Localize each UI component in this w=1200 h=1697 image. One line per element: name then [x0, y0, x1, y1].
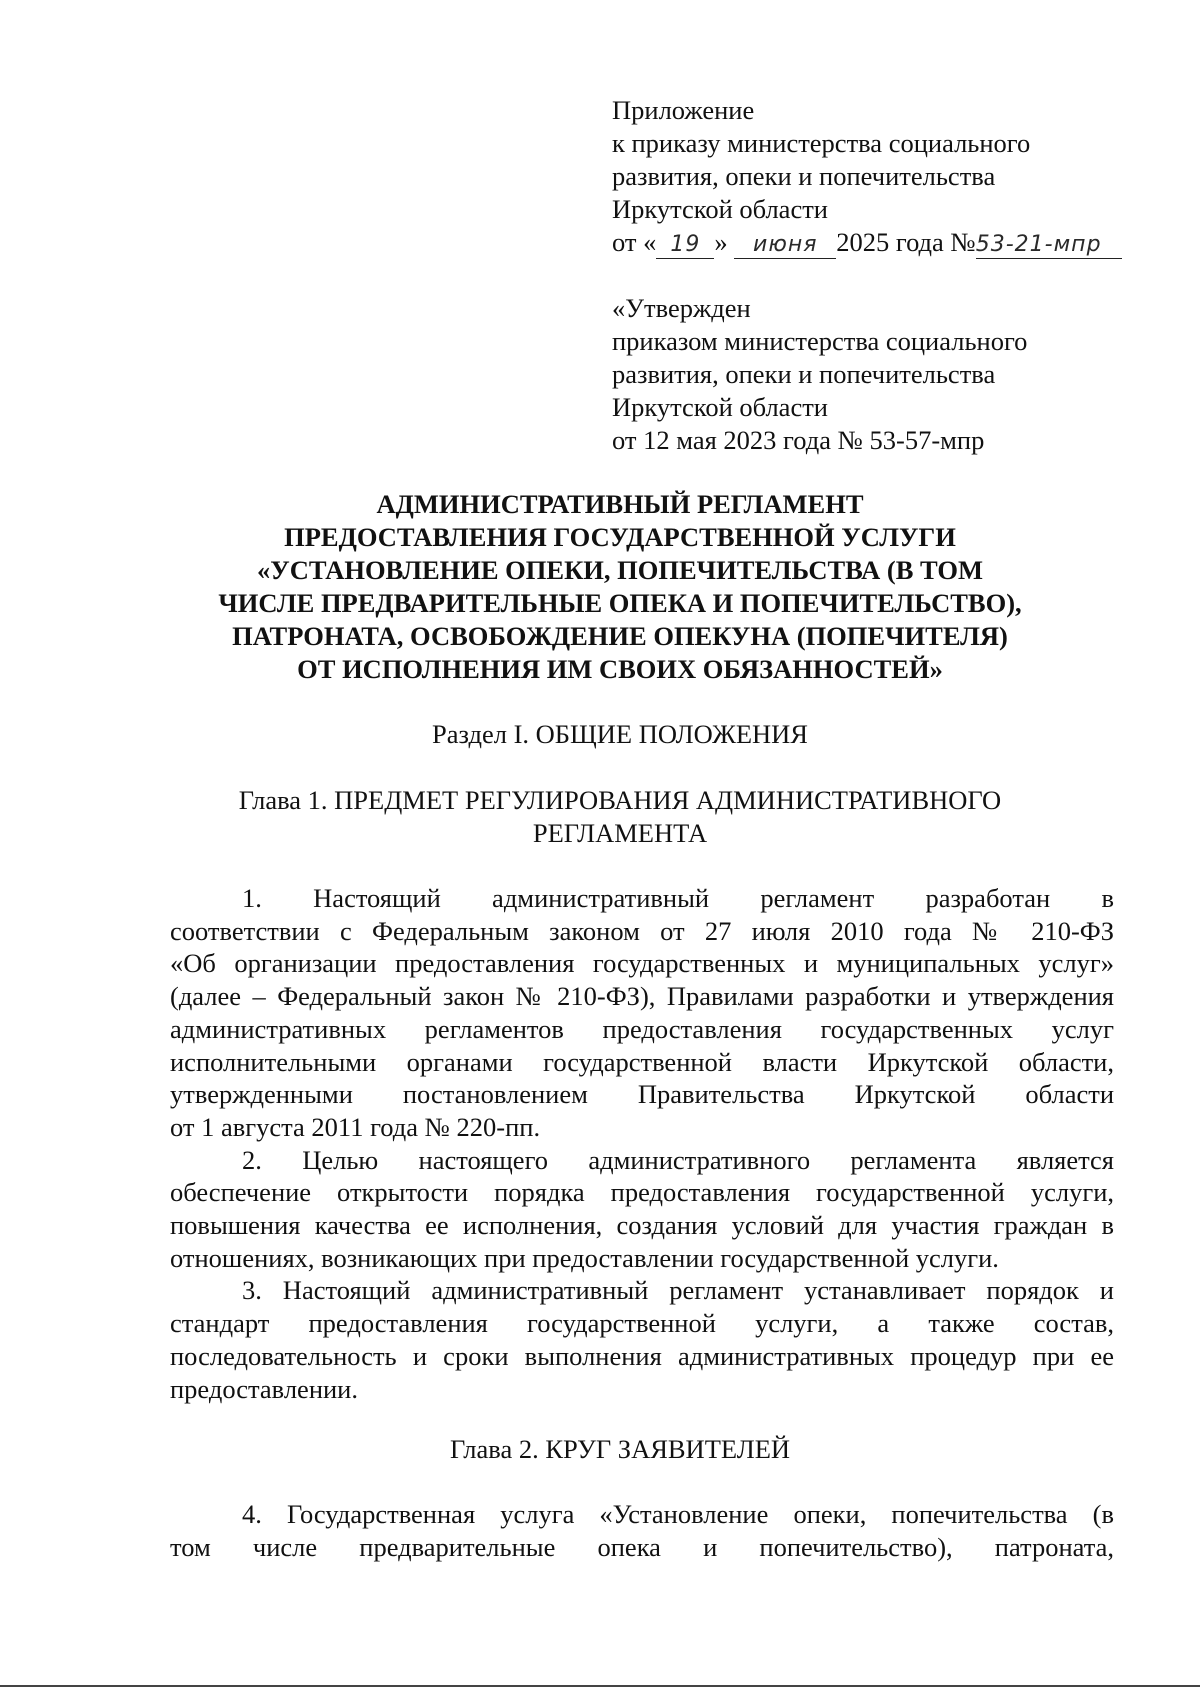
handwritten-number: 53-21-мпр	[975, 232, 1102, 257]
approved-stamp-block	[612, 292, 1172, 457]
paragraph-4	[170, 1498, 1114, 1563]
title-line: ПАТРОНАТА, ОСВОБОЖДЕНИЕ ОПЕКУНА (ПОПЕЧИТЕЛЯ)	[232, 621, 1008, 651]
text-line: предоставлении.	[170, 1373, 358, 1404]
chapter-1-body	[170, 882, 1114, 1405]
appendix-header	[612, 94, 1172, 259]
day-blank	[656, 229, 714, 259]
paragraph-1	[170, 882, 1114, 1144]
text-line: повышения качества ее исполнения, создания условий для участия граждан в	[170, 1210, 1114, 1241]
appendix-date-line	[612, 226, 1172, 259]
text-line: том числе предварительные опека и попечительство), патроната,	[170, 1531, 1114, 1562]
text-line: исполнительными органами государственной власти Иркутской области,	[170, 1046, 1114, 1077]
handwritten-month: июня	[753, 232, 818, 257]
chapter-line: Глава 1. ПРЕДМЕТ РЕГУЛИРОВАНИЯ АДМИНИСТРАТИВНОГО	[238, 785, 1002, 815]
appendix-line: развития, опеки и попечительства	[612, 161, 996, 191]
document-title	[170, 488, 1070, 686]
date-prefix: от «	[612, 227, 657, 257]
scan-edge-line	[0, 1685, 1200, 1687]
approved-line: «Утвержден	[612, 293, 751, 323]
chapter-2-heading: Глава 2. КРУГ ЗАЯВИТЕЛЕЙ	[449, 1434, 791, 1464]
chapter-line: РЕГЛАМЕНТА	[532, 818, 708, 848]
title-line: ОТ ИСПОЛНЕНИЯ ИМ СВОИХ ОБЯЗАННОСТЕЙ»	[297, 654, 943, 684]
paragraph-2	[170, 1144, 1114, 1275]
text-line: 2. Целью настоящего административного регламента является	[242, 1144, 1114, 1175]
text-line: стандарт предоставления государственной услуги, а также состав,	[170, 1308, 1114, 1339]
text-line: 1. Настоящий административный регламент разработан в	[242, 883, 1114, 913]
text-line: последовательность и сроки выполнения административных процедур при ее	[170, 1340, 1114, 1371]
text-line: административных регламентов предоставления государственных услуг	[170, 1013, 1114, 1044]
approved-line: Иркутской области	[612, 392, 828, 422]
title-line: ЧИСЛЕ ПРЕДВАРИТЕЛЬНЫЕ ОПЕКА И ПОПЕЧИТЕЛЬСТВО),	[218, 588, 1022, 618]
appendix-line: Иркутской области	[612, 194, 828, 224]
approved-line: от 12 мая 2023 года № 53-57-мпр	[612, 425, 985, 455]
section-heading: Раздел I. ОБЩИЕ ПОЛОЖЕНИЯ	[432, 719, 808, 749]
number-blank	[976, 229, 1122, 259]
text-line: отношениях, возникающих при предоставлении государственной услуги.	[170, 1242, 999, 1273]
handwritten-day: 19	[670, 232, 701, 257]
title-line: АДМИНИСТРАТИВНЫЙ РЕГЛАМЕНТ	[376, 489, 864, 519]
paragraph-3	[170, 1274, 1114, 1405]
title-line: ПРЕДОСТАВЛЕНИЯ ГОСУДАРСТВЕННОЙ УСЛУГИ	[284, 522, 956, 552]
appendix-line: Приложение	[612, 95, 755, 125]
text-line: соответствии с Федеральным законом от 27 июля 2010 года № 210-ФЗ	[170, 915, 1114, 946]
title-line: «УСТАНОВЛЕНИЕ ОПЕКИ, ПОПЕЧИТЕЛЬСТВА (В ТОМ	[257, 555, 983, 585]
text-line: утвержденными постановлением Правительства Иркутской области	[170, 1079, 1114, 1110]
text-line: обеспечение открытости порядка предоставления государственной услуги,	[170, 1177, 1114, 1208]
text-line: (далее – Федеральный закон № 210-ФЗ), Правилами разработки и утверждения	[170, 981, 1114, 1012]
text-line: «Об организации предоставления государственных и муниципальных услуг»	[170, 948, 1114, 979]
text-line: 3. Настоящий административный регламент устанавливает порядок и	[242, 1275, 1114, 1306]
month-blank	[734, 229, 836, 259]
chapter-1-heading	[170, 784, 1070, 850]
text-line: от 1 августа 2011 года № 220-пп.	[170, 1111, 541, 1142]
year-text: 2025 года №	[836, 227, 976, 257]
approved-line: развития, опеки и попечительства	[612, 359, 996, 389]
approved-line: приказом министерства социального	[612, 326, 1028, 356]
chapter-2-body	[170, 1498, 1114, 1563]
date-mid: »	[714, 227, 728, 257]
text-line: 4. Государственная услуга «Установление опеки, попечительства (в	[242, 1499, 1114, 1529]
appendix-line: к приказу министерства социального	[612, 128, 1031, 158]
